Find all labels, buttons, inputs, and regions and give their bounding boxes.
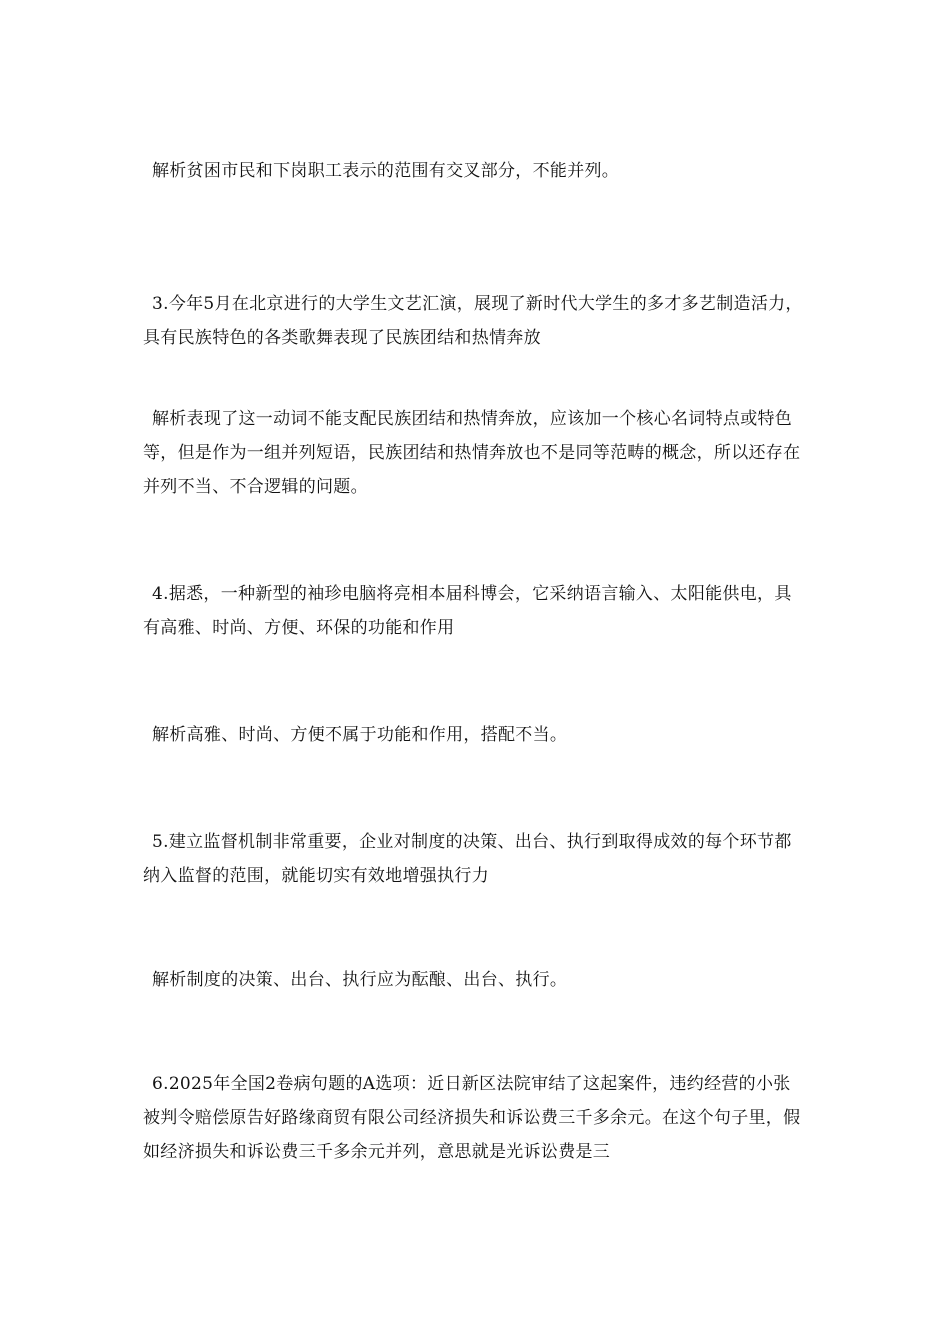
paragraph-analysis-2: 解析贫困市民和下岗职工表示的范围有交叉部分，不能并列。 xyxy=(152,161,620,181)
paragraph-analysis-5: 解析制度的决策、出台、执行应为酝酿、出台、执行。 xyxy=(152,970,568,990)
paragraph-analysis-4: 解析高雅、时尚、方便不属于功能和作用，搭配不当。 xyxy=(152,725,568,745)
paragraph-question-4: 4.据悉，一种新型的袖珍电脑将亮相本届科博会，它采纳语言输入、太阳能供电，具有高雅、时尚、方便、环保的功能和作用 xyxy=(143,584,792,638)
paragraph-question-5: 5.建立监督机制非常重要，企业对制度的决策、出台、执行到取得成效的每个环节都纳入监督的范围，就能切实有效地增强执行力 xyxy=(143,832,792,886)
paragraph-question-6: 6.2025年全国2卷病句题的A选项：近日新区法院审结了这起案件，违约经营的小张被判令赔偿原告好路缘商贸有限公司经济损失和诉讼费三千多余元。在这个句子里，假如经济损失和诉讼费三千多余元并列，意思就是光诉讼费是三 xyxy=(143,1074,801,1162)
paragraph-question-3: 3.今年5月在北京进行的大学生文艺汇演，展现了新时代大学生的多才多艺制造活力，具有民族特色的各类歌舞表现了民族团结和热情奔放 xyxy=(143,294,803,348)
paragraph-analysis-3: 解析表现了这一动词不能支配民族团结和热情奔放，应该加一个核心名词特点或特色等，但是作为一组并列短语，民族团结和热情奔放也不是同等范畴的概念，所以还存在并列不当、不合逻辑的问题。 xyxy=(143,409,801,497)
